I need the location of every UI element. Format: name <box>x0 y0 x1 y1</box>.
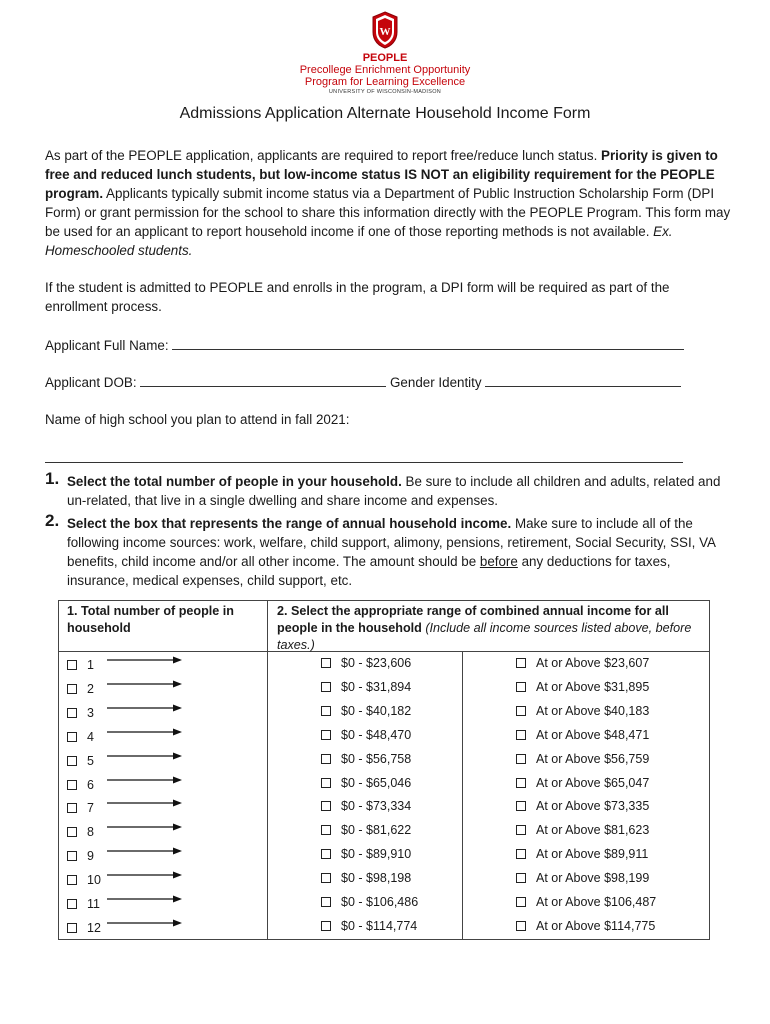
income-range-low-label: $0 - $89,910 <box>341 847 412 862</box>
income-range-low-label: $0 - $81,622 <box>341 823 412 838</box>
income-range-high-option[interactable] <box>516 895 656 909</box>
income-range-low-option[interactable] <box>321 895 418 909</box>
checkbox-icon[interactable] <box>67 827 77 837</box>
income-range-high-label: At or Above $73,335 <box>536 799 650 814</box>
checkbox-icon[interactable] <box>516 897 526 907</box>
gender-identity-blank[interactable] <box>485 374 681 387</box>
checkbox-icon[interactable] <box>516 706 526 716</box>
logo-name: PEOPLE <box>362 52 408 64</box>
household-size-option[interactable] <box>67 849 94 863</box>
income-range-high-label: At or Above $114,775 <box>536 918 656 933</box>
arrow-right-icon <box>107 703 183 713</box>
income-range-high-label: At or Above $98,199 <box>536 871 650 886</box>
arrow-right-icon <box>107 870 183 880</box>
income-range-header-note: (Include all income sources listed above, before taxes.) <box>277 621 692 652</box>
applicant-name-field[interactable] <box>45 337 684 353</box>
household-size-label: 6 <box>87 777 94 792</box>
income-range-high-label: At or Above $31,895 <box>536 679 650 694</box>
household-size-option[interactable] <box>67 921 101 935</box>
arrow-right-icon <box>107 894 183 904</box>
arrow-right-icon <box>107 846 183 856</box>
checkbox-icon[interactable] <box>67 708 77 718</box>
household-size-label: 3 <box>87 705 94 720</box>
applicant-name-blank[interactable] <box>172 337 684 350</box>
instruction-1-bold: Select the total number of people in your household. <box>67 474 402 489</box>
income-range-low-label: $0 - $48,470 <box>341 727 412 742</box>
checkbox-icon[interactable] <box>321 682 331 692</box>
arrow-right-icon <box>107 798 183 808</box>
income-range-high-label: At or Above $48,471 <box>536 727 650 742</box>
checkbox-icon[interactable] <box>321 825 331 835</box>
intro-priority-text: Priority is given to free and reduced lunch students, but low-income status IS NOT an eligibility requirement for the PEOPLE program. <box>45 148 718 201</box>
income-range-low-option[interactable] <box>321 823 411 837</box>
income-range-high-option[interactable] <box>516 799 649 813</box>
checkbox-icon[interactable] <box>516 849 526 859</box>
household-size-option[interactable] <box>67 658 94 672</box>
income-range-low-option[interactable] <box>321 656 411 670</box>
income-range-high-option[interactable] <box>516 871 649 885</box>
applicant-dob-row <box>45 374 681 390</box>
uw-crest-icon <box>370 10 400 50</box>
income-range-header-bold: 2. Select the appropriate range of combined annual income for all people in the household <box>277 604 669 635</box>
form-title: Admissions Application Alternate Household Income Form <box>179 105 591 122</box>
checkbox-icon[interactable] <box>67 899 77 909</box>
intro-paragraph <box>45 146 735 260</box>
income-range-low-option[interactable] <box>321 799 411 813</box>
household-size-label: 12 <box>87 920 101 935</box>
intro-text-a: As part of the PEOPLE application, applicants are required to report free/reduce lunch status. <box>45 148 602 163</box>
income-range-high-label: At or Above $23,607 <box>536 656 650 670</box>
income-range-high-option[interactable] <box>516 847 648 861</box>
checkbox-icon[interactable] <box>67 923 77 933</box>
instruction-1-text: Be sure to include all children and adults, related and un-related, that live in a single dwelling and share income and expenses. <box>67 474 721 508</box>
income-range-low-label: $0 - $106,486 <box>341 895 419 909</box>
income-range-low-option[interactable] <box>321 752 411 766</box>
household-size-option[interactable] <box>67 682 94 696</box>
income-range-low-option[interactable] <box>321 871 411 885</box>
checkbox-icon[interactable] <box>516 730 526 740</box>
instruction-2-text-b: any deductions for taxes, insurance, medical expenses, child support, etc. <box>67 554 671 588</box>
applicant-name-label: Applicant Full Name: <box>45 338 169 353</box>
household-size-option[interactable] <box>67 706 94 720</box>
household-size-label: 9 <box>87 849 94 864</box>
intro-text-c: Applicants typically submit income status via a Department of Public Instruction Scholarship Form (DPI Form) or grant permission for the school to share this information directly with the PEOPLE Program. This form may be used for an applicant to report household income if one of those reporting methods is not available. <box>45 186 731 239</box>
checkbox-icon[interactable] <box>321 849 331 859</box>
income-range-high-label: At or Above $65,047 <box>536 775 650 790</box>
income-range-low-label: $0 - $56,758 <box>341 751 412 766</box>
income-range-low-label: $0 - $73,334 <box>341 799 412 814</box>
income-range-high-option[interactable] <box>516 919 655 933</box>
income-range-low-label: $0 - $31,894 <box>341 679 412 694</box>
household-size-option[interactable] <box>67 754 94 768</box>
checkbox-icon[interactable] <box>516 778 526 788</box>
high-school-blank[interactable] <box>45 462 683 463</box>
household-size-option[interactable] <box>67 801 94 815</box>
checkbox-icon[interactable] <box>321 658 331 668</box>
instruction-1-number: 1. <box>45 469 60 488</box>
instruction-2-bold: Select the box that represents the range of annual household income. <box>67 516 512 531</box>
crest-letter: W <box>379 26 391 38</box>
checkbox-icon[interactable] <box>321 873 331 883</box>
income-range-high-option[interactable] <box>516 776 649 790</box>
checkbox-icon[interactable] <box>67 684 77 694</box>
income-range-high-label: At or Above $106,487 <box>536 895 657 909</box>
arrow-right-icon <box>107 918 183 928</box>
checkbox-icon[interactable] <box>516 682 526 692</box>
checkbox-icon[interactable] <box>67 803 77 813</box>
household-size-option[interactable] <box>67 873 101 887</box>
income-range-high-option[interactable] <box>516 656 649 670</box>
checkbox-icon[interactable] <box>67 851 77 861</box>
household-size-header: 1. Total number of people in household <box>67 604 234 635</box>
arrow-right-icon <box>107 679 183 689</box>
checkbox-icon[interactable] <box>516 801 526 811</box>
arrow-right-icon <box>107 655 183 665</box>
household-size-label: 2 <box>87 681 94 696</box>
income-range-high-option[interactable] <box>516 680 649 694</box>
household-size-label: 11 <box>87 897 100 911</box>
income-range-high-option[interactable] <box>516 728 649 742</box>
income-range-low-option[interactable] <box>321 919 417 933</box>
checkbox-icon[interactable] <box>67 756 77 766</box>
instruction-2-text-a: Make sure to include all of the following income sources: work, welfare, child support, alimony, pensions, retirement, Social Security, SSI, VA benefits, child income and/or all other income. The amount should be <box>67 516 716 569</box>
household-size-label: 10 <box>87 873 101 888</box>
table-divider <box>462 651 463 939</box>
income-range-low-option[interactable] <box>321 704 411 718</box>
intro-example-text: Ex. Homeschooled students. <box>45 224 673 258</box>
income-range-low-label: $0 - $98,198 <box>341 871 412 886</box>
enrollment-paragraph: If the student is admitted to PEOPLE and enrolls in the program, a DPI form will be required as part of the enrollment process. <box>45 280 670 314</box>
income-range-high-option[interactable] <box>516 823 649 837</box>
checkbox-icon[interactable] <box>516 658 526 668</box>
checkbox-icon[interactable] <box>516 921 526 931</box>
applicant-dob-blank[interactable] <box>140 374 386 387</box>
household-size-option[interactable] <box>67 778 94 792</box>
high-school-label: Name of high school you plan to attend in fall 2021: <box>45 412 350 427</box>
checkbox-icon[interactable] <box>321 801 331 811</box>
checkbox-icon[interactable] <box>67 875 77 885</box>
logo-line-1: Precollege Enrichment Opportunity <box>299 64 471 76</box>
checkbox-icon[interactable] <box>516 873 526 883</box>
income-range-low-option[interactable] <box>321 680 411 694</box>
income-range-high-option[interactable] <box>516 704 649 718</box>
household-size-option[interactable] <box>67 897 100 911</box>
income-range-high-option[interactable] <box>516 752 649 766</box>
checkbox-icon[interactable] <box>516 754 526 764</box>
income-range-high-label: At or Above $56,759 <box>536 751 650 766</box>
instruction-1 <box>45 469 735 510</box>
people-logo <box>0 10 770 96</box>
household-size-label: 8 <box>87 825 94 840</box>
household-size-option[interactable] <box>67 825 94 839</box>
income-range-low-option[interactable] <box>321 847 411 861</box>
checkbox-icon[interactable] <box>321 754 331 764</box>
arrow-right-icon <box>107 822 183 832</box>
instruction-2-number: 2. <box>45 511 60 530</box>
income-range-low-option[interactable] <box>321 776 411 790</box>
arrow-right-icon <box>107 775 183 785</box>
income-range-high-label: At or Above $40,183 <box>536 703 650 718</box>
checkbox-icon[interactable] <box>67 780 77 790</box>
instruction-2-underline: before <box>479 554 518 569</box>
checkbox-icon[interactable] <box>321 921 331 931</box>
household-size-label: 7 <box>87 801 94 816</box>
household-size-label: 5 <box>87 753 94 768</box>
checkbox-icon[interactable] <box>321 778 331 788</box>
income-range-low-label: $0 - $65,046 <box>341 775 412 790</box>
income-range-low-label: $0 - $40,182 <box>341 703 412 718</box>
logo-university: UNIVERSITY OF WISCONSIN-MADISON <box>328 89 442 95</box>
income-range-low-label: $0 - $114,774 <box>341 918 418 933</box>
instruction-2 <box>45 511 735 590</box>
income-range-header <box>277 603 697 654</box>
checkbox-icon[interactable] <box>67 660 77 670</box>
income-range-low-option[interactable] <box>321 728 411 742</box>
household-size-label: 1 <box>87 658 94 672</box>
applicant-dob-label: Applicant DOB: <box>45 375 137 390</box>
income-range-high-label: At or Above $81,623 <box>536 823 650 838</box>
income-range-high-label: At or Above $89,911 <box>536 847 649 862</box>
logo-line-2: Program for Learning Excellence <box>304 76 466 88</box>
household-size-option[interactable] <box>67 730 94 744</box>
checkbox-icon[interactable] <box>321 897 331 907</box>
checkbox-icon[interactable] <box>321 730 331 740</box>
checkbox-icon[interactable] <box>67 732 77 742</box>
checkbox-icon[interactable] <box>321 706 331 716</box>
household-size-label: 4 <box>87 729 94 744</box>
checkbox-icon[interactable] <box>516 825 526 835</box>
arrow-right-icon <box>107 751 183 761</box>
income-range-low-label: $0 - $23,606 <box>341 656 412 670</box>
income-table <box>58 600 710 940</box>
arrow-right-icon <box>107 727 183 737</box>
gender-identity-label: Gender Identity <box>390 375 482 390</box>
